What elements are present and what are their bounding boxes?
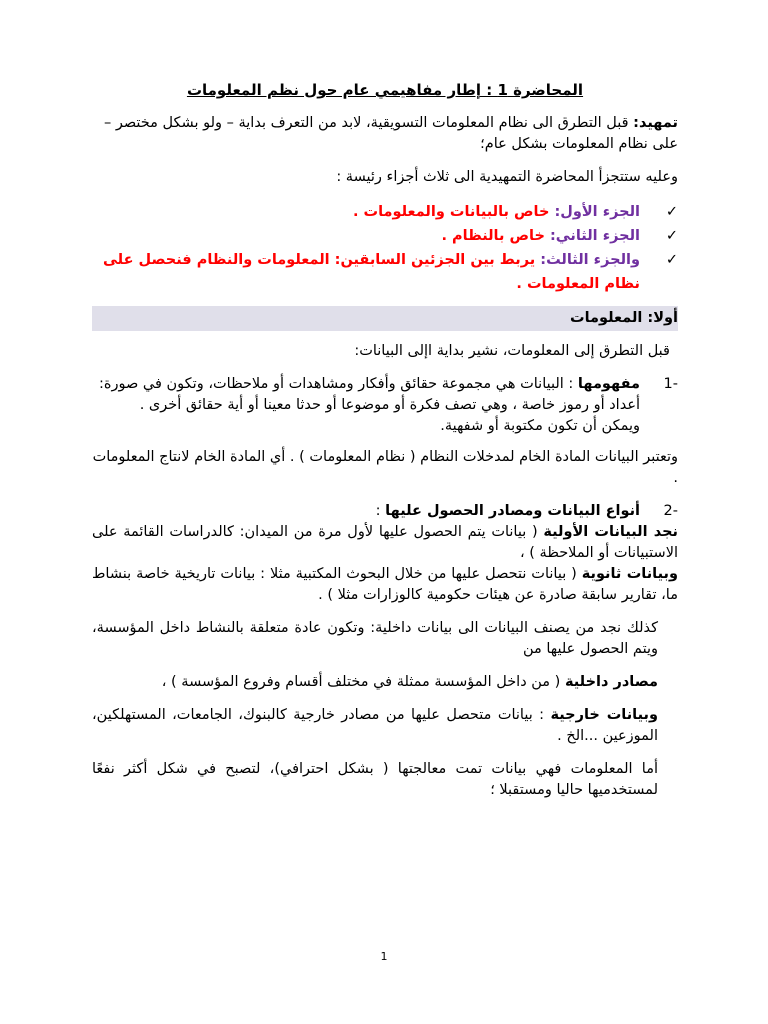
parts-list — [92, 200, 678, 296]
part-label: الجزء الأول: — [554, 204, 640, 220]
section-lead: قبل التطرق إلى المعلومات، نشير بداية اإلى البيانات: — [354, 343, 670, 359]
part-label: الجزء الثاني: — [549, 228, 640, 244]
internal-sources: مصادر داخلية ( من داخل المؤسسة ممثلة في مختلف أقسام وفروع المؤسسة ) ، — [161, 674, 658, 690]
information-definition: أما المعلومات فهي بيانات تمت معالجتها ( بشكل احترافي)، لتصبح في شكل أكثر نفعًا لمستخدميها حاليا ومستقبلا ؛ — [92, 761, 658, 798]
internal-intro: كذلك نجد من يصنف البيانات الى بيانات داخلية: وتكون عادة متعلقة بالنشاط داخل المؤسسة، ويتم الحصول عليها من — [92, 620, 658, 657]
check-icon: ✓ — [665, 228, 678, 244]
secondary-data: وبيانات ثانوية ( بيانات نتحصل عليها من خلال البحوث المكتبية مثلا : بيانات تاريخية خاصة بنشاط ما، تقارير سابقة صادرة عن هيئات حكومية كالوزارات مثلا ) . — [92, 566, 678, 603]
document-page — [92, 80, 678, 813]
part-label: والجزء الثالث: — [540, 252, 640, 268]
intro-label: تمهيد: — [633, 115, 678, 131]
primary-label: نجد البيانات الأولية — [543, 524, 678, 540]
item-number: -2 — [663, 503, 678, 519]
part-text: خاص بالنظام . — [441, 228, 550, 244]
parts-intro: وعليه ستتجزأ المحاضرة التمهيدية الى ثلاث أجزاء رئيسة : — [336, 169, 678, 185]
list-item — [92, 248, 678, 296]
external-sources: وبيانات خارجية : بيانات متحصل عليها من مصادر خارجية كالبنوك، الجامعات، المستهلكين، الموزعين ...الخ . — [92, 707, 658, 744]
primary-data: نجد البيانات الأولية ( بيانات يتم الحصول عليها لأول مرة من الميدان: كالدراسات القائمة على الاستبيانات أو الملاحظة ) ، — [92, 524, 678, 561]
raw-material-paragraph: وتعتبر البيانات المادة الخام لمدخلات النظام ( نظام المعلومات ) . أي المادة الخام لانتاج المعلومات . — [92, 449, 678, 486]
list-item — [92, 224, 678, 248]
types-heading: أنواع البيانات ومصادر الحصول عليها : — [375, 503, 640, 519]
internal-external-block — [92, 618, 678, 801]
secondary-label: وبيانات ثانوية — [581, 566, 678, 582]
part-text: خاص بالبيانات والمعلومات . — [352, 204, 555, 220]
types-body — [92, 522, 678, 606]
definition-text-2: ويمكن أن تكون مكتوبة أو شفهية. — [440, 418, 640, 434]
section-heading: أولا: المعلومات — [92, 306, 678, 331]
definition-item — [92, 374, 678, 437]
definition-label: مفهومها — [577, 376, 640, 392]
types-item — [92, 501, 678, 522]
intro-text: قبل التطرق الى نظام المعلومات التسويقية، لابد من التعرف بداية – ولو بشكل مختصر – على نظام المعلومات بشكل عام؛ — [104, 115, 678, 152]
page-title: المحاضرة 1 : إطار مفاهيمي عام حول نظم المعلومات — [186, 81, 584, 99]
item-number: -1 — [663, 376, 678, 392]
list-item — [92, 200, 678, 224]
page-number: 1 — [380, 950, 388, 963]
check-icon: ✓ — [665, 204, 678, 220]
definition-text: مفهومها : البيانات هي مجموعة حقائق وأفكار ومشاهدات أو ملاحظات، وتكون في صورة: أعداد أو رموز خاصة ، وهي تصف فكرة أو موضوعا أو حدثا معينا أو أية حقائق أخرى . — [99, 376, 640, 413]
part-text: يربط بين الجزئين السابقين: المعلومات والنظام فنحصل على نظام المعلومات . — [103, 252, 640, 292]
check-icon: ✓ — [665, 252, 678, 268]
intro-paragraph — [92, 113, 678, 155]
